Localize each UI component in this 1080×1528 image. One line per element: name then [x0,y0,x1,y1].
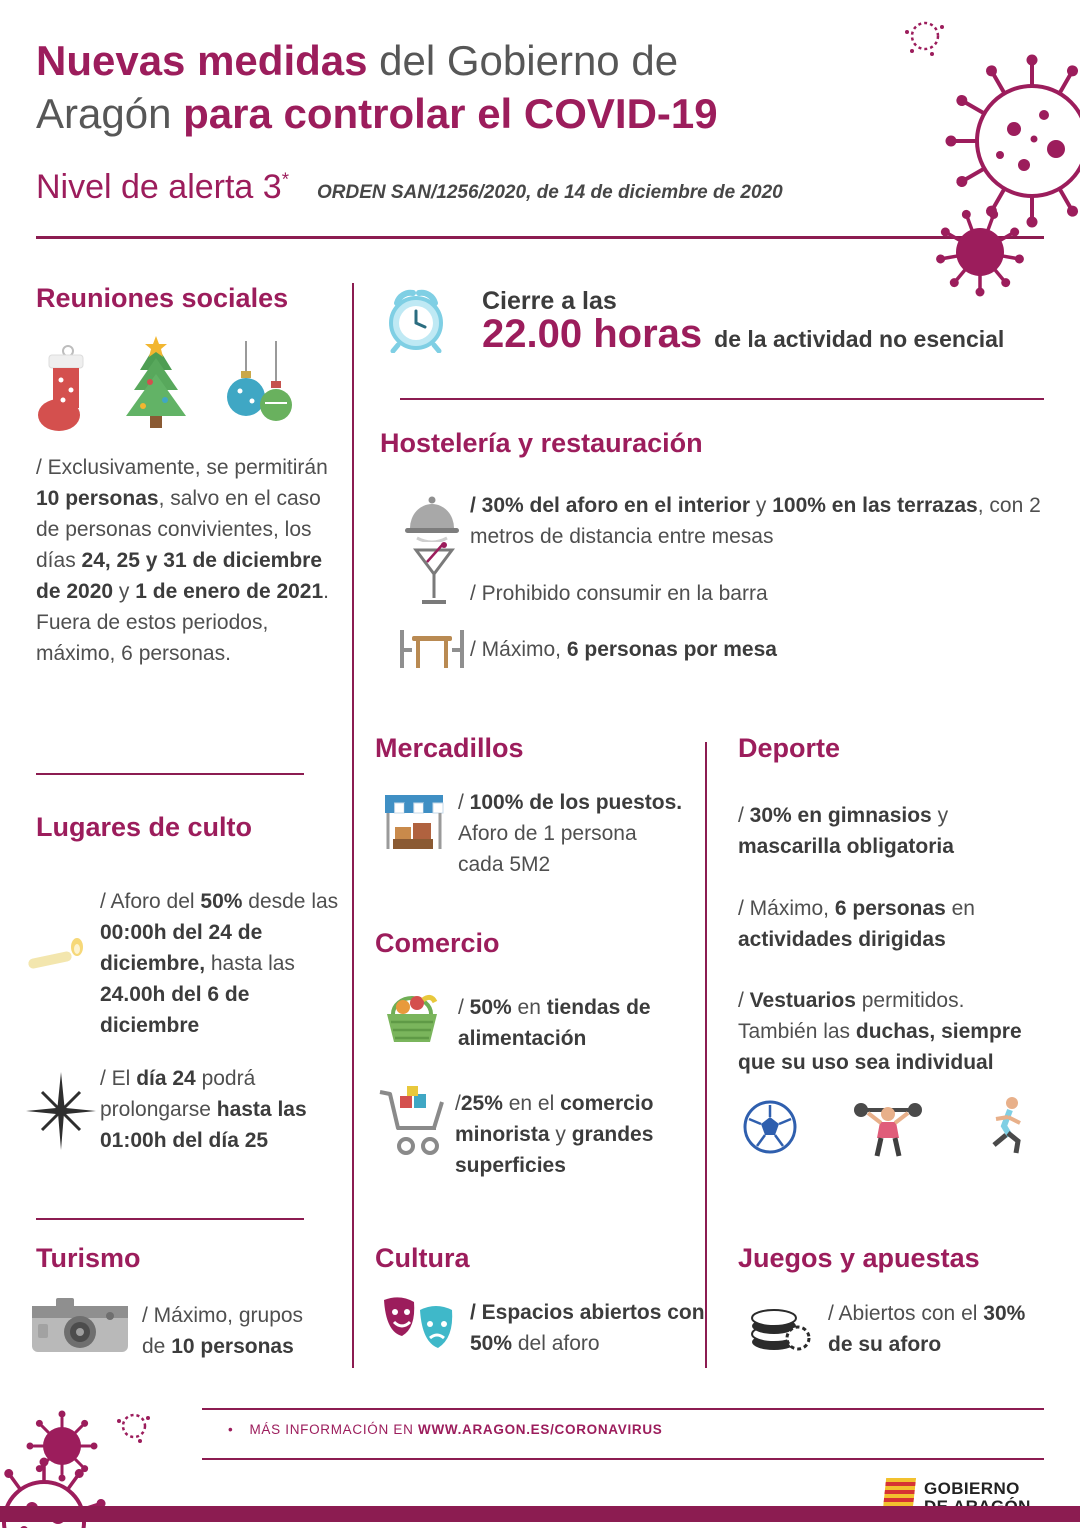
page-title-line1: Nuevas medidas del Gobierno de [36,37,679,84]
theater-masks-icon [378,1294,458,1358]
camera-icon [30,1294,130,1356]
section-heading-comercio: Comercio [375,928,500,958]
curfew-scope: de la actividad no esencial [714,326,1005,352]
juegos-text: / Abiertos con el 30% de su aforo [828,1302,1026,1356]
culto-item-2: / El día 24 podrá prolongarse hasta las 01:00h del día 25 [100,1067,307,1152]
section-heading-cultura: Cultura [375,1243,470,1273]
comercio-item-2: /25% en el comercio minorista y grandes superficies [455,1092,654,1177]
sport-icons-row [742,1095,1034,1159]
footer-info-url: WWW.ARAGON.ES/CORONAVIRUS [418,1422,663,1437]
shopping-cart-icon [378,1086,448,1160]
turismo-text: / Máximo, grupos de 10 personas [142,1304,304,1358]
baubles-icon [218,341,298,436]
stocking-icon [36,344,94,436]
footer-rule-top [202,1408,1044,1410]
table-and-chairs-icon [400,622,464,672]
runner-icon [978,1095,1034,1159]
section-heading-turismo: Turismo [36,1243,141,1273]
poker-chips-icon [748,1292,812,1354]
market-stall-icon [383,793,445,853]
section-heading-deporte: Deporte [738,733,841,763]
weightlifter-icon [851,1096,925,1158]
cloche-icon [403,492,461,542]
footer-bullet: • [228,1422,234,1437]
alert-row [36,168,783,207]
deporte-item-3: / Vestuarios permitidos. También las duchas, siempre que su uso sea individual [738,989,1022,1074]
section-heading-reuniones: Reuniones sociales [36,283,289,313]
christmas-tree-icon [110,336,202,436]
footer-info-prefix: MÁS INFORMACIÓN EN [249,1422,418,1437]
virus-cluster-top-right-icon [880,6,1080,306]
left-divider-1 [36,773,304,775]
deporte-item-1: / 30% en gimnasios y mascarilla obligatoria [738,804,954,858]
bottom-bar [0,1506,1080,1522]
medium-solid-virus-icon [935,209,1024,297]
left-divider-2 [36,1218,304,1220]
alert-footnote-mark: * [281,168,289,190]
section-heading-hosteleria: Hostelería y restauración [380,428,703,458]
mercadillos-text: / 100% de los puestos. Aforo de 1 persona cada 5M2 [458,791,683,876]
christmas-icons-row [36,336,326,436]
section-heading-culto: Lugares de culto [36,812,253,842]
vertical-divider-left [352,283,354,1368]
page-title [36,34,896,140]
alarm-clock-icon [383,283,449,353]
vertical-divider-right [705,742,707,1368]
reuniones-text: / Exclusivamente, se permitirán 10 personas, salvo en el caso de personas convivientes, los días 24, 25 y 31 de diciembre de 2020 y 1 de enero de 2021. Fuera de estos periodos, máximo, 6 personas. [36,456,330,665]
culto-item-1: / Aforo del 50% desde las 00:00h del 24 de diciembre, hasta las 24.00h del 6 de diciembre [100,890,339,1037]
candle-icon [22,925,88,981]
order-reference: ORDEN SAN/1256/2020, de 14 de diciembre de 2020 [316,182,783,203]
section-heading-mercadillos: Mercadillos [375,733,524,763]
alert-level-text: Nivel de alerta 3 [36,168,282,206]
cocktail-glass-icon [412,542,456,610]
alert-level [36,168,289,207]
small-dotted-virus-icon [117,1415,150,1443]
curfew-line [482,312,1004,357]
hosteleria-item-1: / 30% del aforo en el interior y 100% en las terrazas, con 2 metros de distancia entre mesas [470,494,1041,548]
logo-line1: GOBIERNO [924,1479,1020,1498]
grocery-basket-icon [383,988,441,1046]
hosteleria-item-3: / Máximo, 6 personas por mesa [470,638,777,661]
page-title-line2: Aragón para controlar el COVID-19 [36,90,718,137]
footer-rule-bottom [202,1458,1044,1460]
hosteleria-item-2: / Prohibido consumir en la barra [470,582,768,605]
curfew-divider [400,398,1044,400]
small-dotted-virus-icon [905,23,944,56]
section-heading-juegos: Juegos y apuestas [738,1243,980,1273]
soccer-ball-icon [742,1099,798,1155]
footer-info [228,1422,663,1437]
comercio-item-1: / 50% en tiendas de alimentación [458,996,651,1050]
deporte-item-2: / Máximo, 6 personas en actividades dirigidas [738,897,975,951]
curfew-intro: Cierre a las [482,287,617,315]
large-outline-virus-icon [946,55,1080,228]
cultura-text: / Espacios abiertos con 50% del aforo [470,1301,705,1355]
curfew-time: 22.00 horas [482,312,703,356]
sparkle-star-icon [26,1072,96,1150]
small-solid-virus-icon [27,1411,98,1482]
